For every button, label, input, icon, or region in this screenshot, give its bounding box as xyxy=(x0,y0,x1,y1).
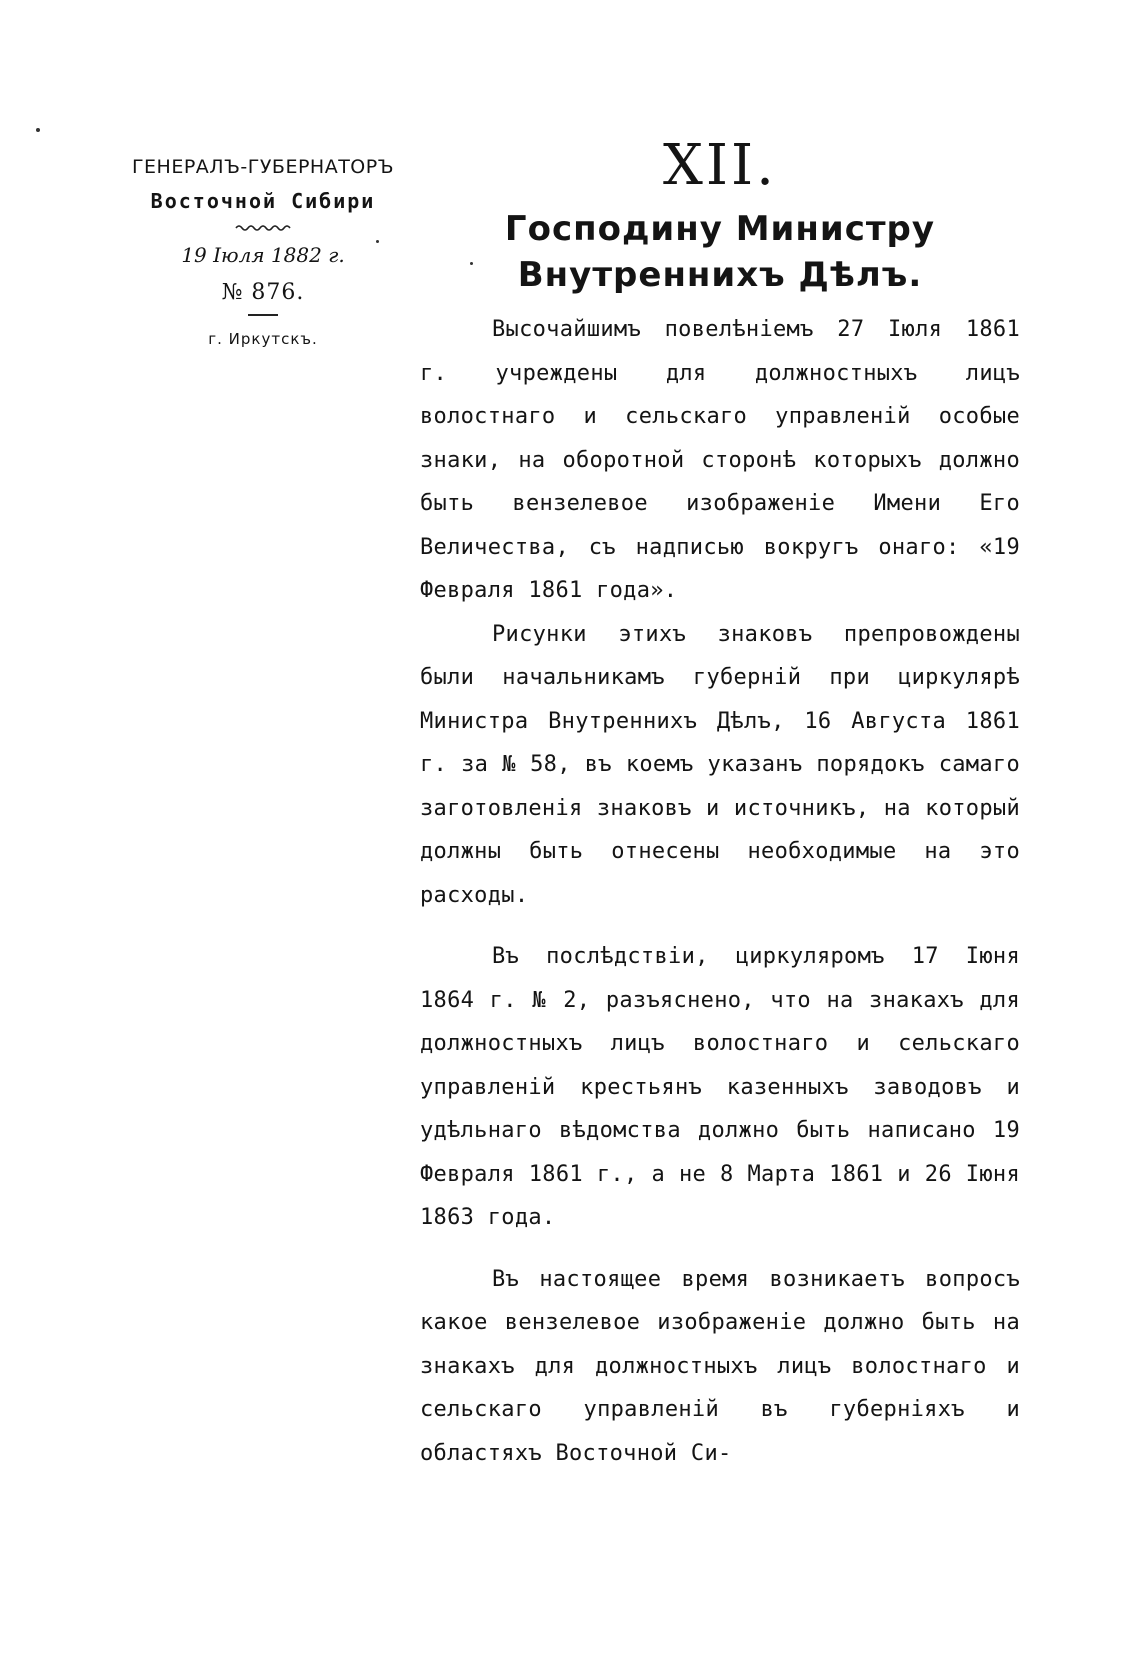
section-number: XII. xyxy=(663,133,777,198)
letter-body xyxy=(420,128,1020,1475)
print-speck xyxy=(36,128,40,132)
paragraph: Высочайшимъ повелѣніемъ 27 Іюля 1861 г. учреждены для должностныхъ лицъ волостнаго и сельскаго управленій особые знаки, на оборотной сторонѣ которыхъ должно быть вензелевое изображеніе Имени Его Величества, съ надписью вокругъ онаго: «19 Февраля 1861 года». xyxy=(420,317,1020,603)
short-divider xyxy=(248,314,278,316)
sender-title: ГЕНЕРАЛЪ-ГУБЕРНАТОРЪ xyxy=(131,156,395,178)
sender-city: г. Иркутскъ. xyxy=(208,330,318,348)
wavy-divider xyxy=(108,218,418,238)
sender-region: Восточной Сибири xyxy=(150,189,376,213)
addressee-heading: Господину Министру Внутреннихъ Дѣлъ. xyxy=(504,209,936,295)
paragraph: Въ послѣдствіи, циркуляромъ 17 Іюня 1864 г. № 2, разъяснено, что на знакахъ для должностныхъ лицъ волостнаго и сельскаго управленій крестьянъ казенныхъ заводовъ и удѣльнаго вѣдомства должно быть написано 19 Февраля 1861 г., а не 8 Марта 1861 и 26 Іюня 1863 года. xyxy=(420,944,1020,1230)
paragraph: Рисунки этихъ знаковъ препровождены были начальникамъ губерній при циркулярѣ Министра Внутреннихъ Дѣлъ, 16 Августа 1861 г. за № 58, въ коемъ указанъ порядокъ самаго заготовленія знаковъ и источникъ, на который должны быть отнесены необходимые на это расходы. xyxy=(420,621,1020,908)
sender-block xyxy=(108,150,418,352)
paragraph: Въ настоящее время возникаетъ вопросъ какое вензелевое изображеніе должно быть на знакахъ для должностныхъ лицъ волостнаго и сельскаго управленій въ губерніяхъ и областяхъ Восточной Си- xyxy=(420,1266,1020,1466)
letter-number: № 876. xyxy=(221,280,305,305)
letter-date: 19 Іюля 1882 г. xyxy=(181,243,345,267)
